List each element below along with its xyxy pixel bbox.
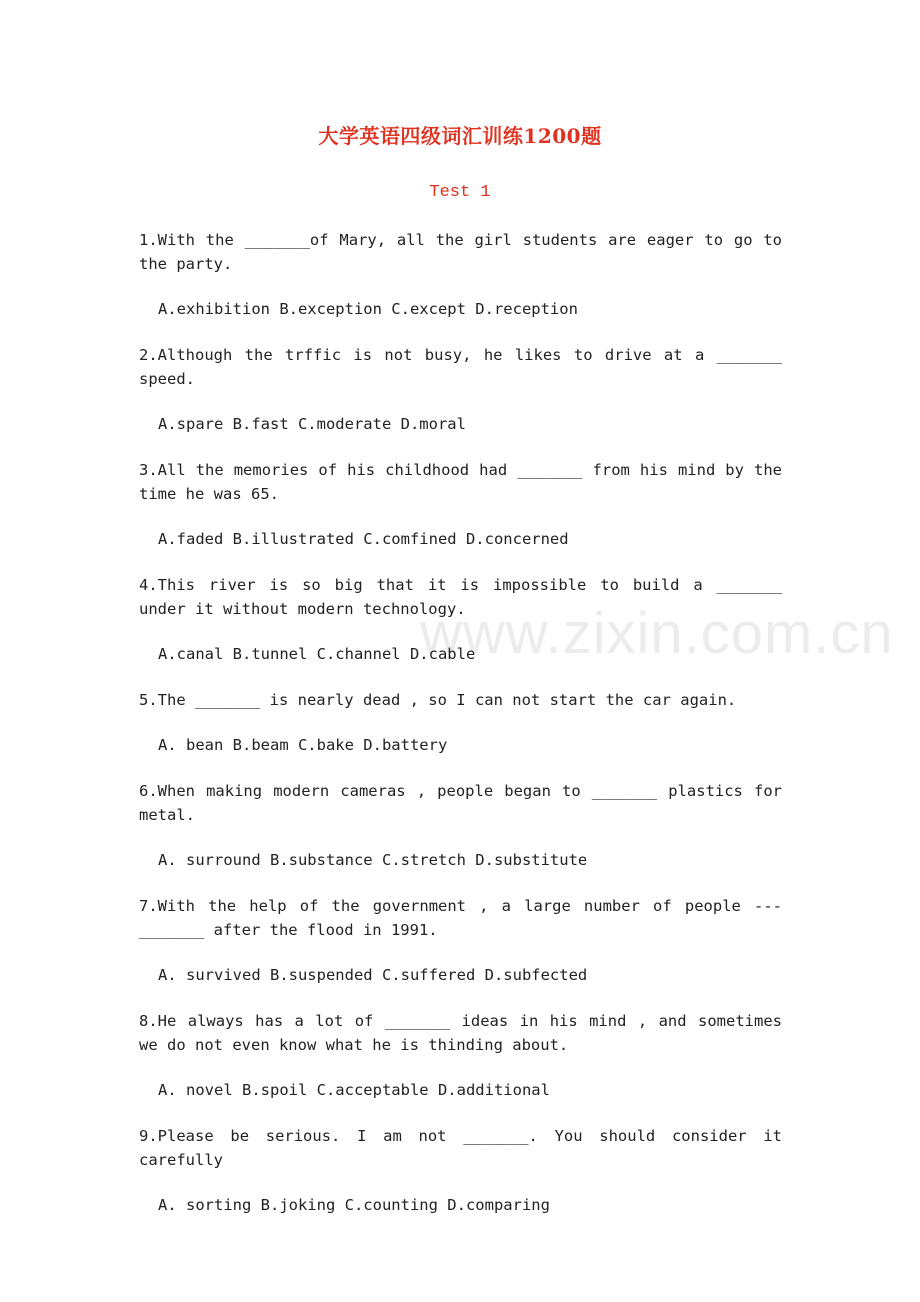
question-item [139,458,792,551]
question-item [139,894,782,987]
question-text: 6.When making modern cameras , people began to _______ plastics for metal. [139,782,792,824]
question-text: 9.Please be serious. I am not _______. You should consider it carefully [139,1127,792,1169]
test-title: Test 1 [429,183,491,202]
question-text: 3.All the memories of his childhood had _______ from his mind by the time he was 65. [139,461,792,503]
question-text: 7.With the help of the government , a large number of people ---_______ after the flood in 1991. [139,897,782,939]
question-options: A. survived B.suspended C.suffered D.subfected [158,966,588,984]
question-options: A. bean B.beam C.bake D.battery [158,736,448,754]
question-options: A.exhibition B.exception C.except D.reception [158,300,578,318]
question-item [139,779,792,872]
question-item [139,688,782,757]
question-options: A. surround B.substance C.stretch D.substitute [158,851,588,869]
question-text: 4.This river is so big that it is impossible to build a _______ under it without modern technology. [139,576,792,618]
question-list [139,228,792,1217]
document-title: 大学英语四级词汇训练1200题 [318,124,602,148]
question-item [139,1124,792,1217]
question-text: 2.Although the trffic is not busy, he likes to drive at a _______ speed. [139,346,792,388]
question-item [139,228,792,321]
question-options: A. sorting B.joking C.counting D.comparing [158,1196,550,1214]
question-text: 8.He always has a lot of _______ ideas in his mind , and sometimes we do not even know what he is thinding about. [139,1012,792,1054]
question-options: A.canal B.tunnel C.channel D.cable [158,645,476,663]
question-item [139,343,792,436]
question-options: A.faded B.illustrated C.comfined D.concerned [158,530,569,548]
question-item [139,573,792,666]
question-text: 5.The _______ is nearly dead , so I can not start the car again. [139,691,737,709]
question-options: A.spare B.fast C.moderate D.moral [158,415,466,433]
question-item [139,1009,792,1102]
question-options: A. novel B.spoil C.acceptable D.additional [158,1081,550,1099]
watermark: www.zixin.com.cn [420,601,894,666]
question-text: 1.With the _______of Mary, all the girl students are eager to go to the party. [139,231,792,273]
